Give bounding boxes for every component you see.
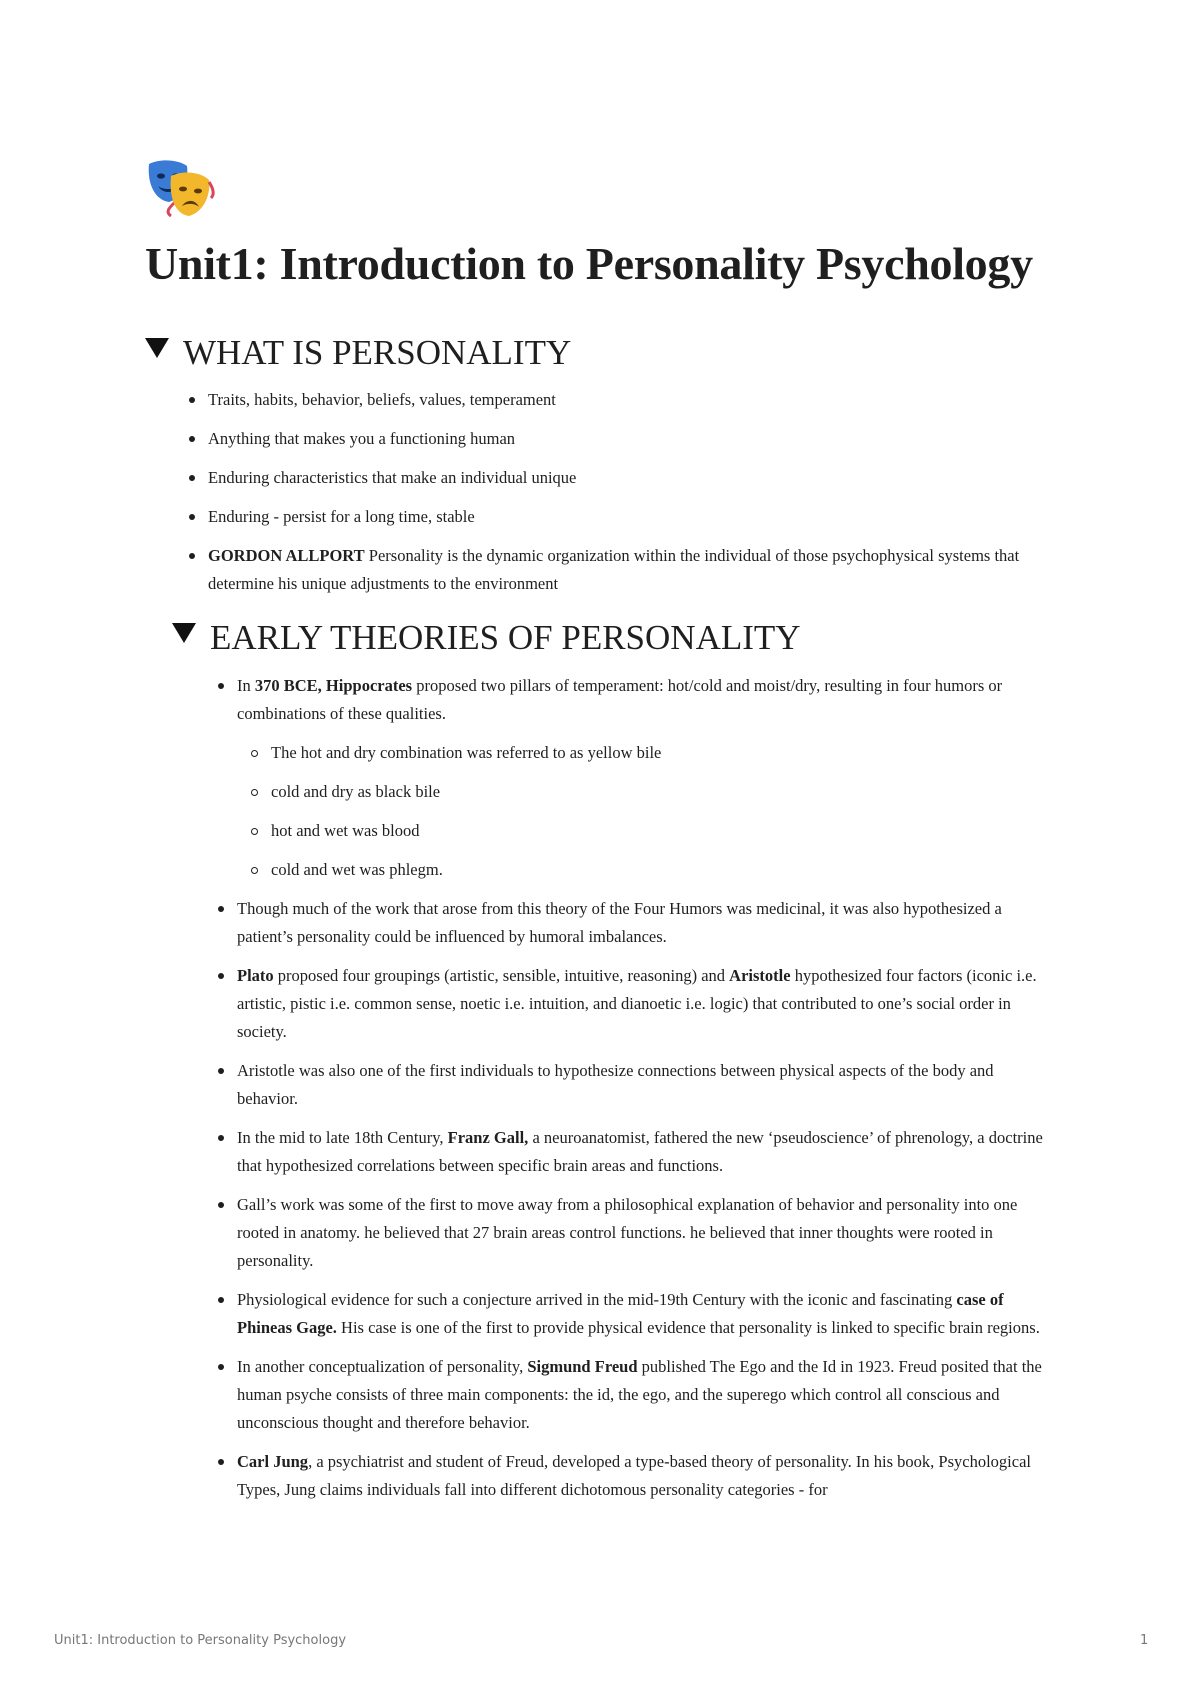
list-item: Though much of the work that arose from this theory of the Four Humors was medicinal, it was also hypothesized a patient’s personality could be influenced by humoral imbalances. [237,895,1057,951]
list-item: Physiological evidence for such a conjecture arrived in the mid-19th Century with the iconic and fascinating case of Phineas Gage. His case is one of the first to provide physical evidence that personality is linked to specific brain regions. [237,1286,1057,1342]
list-item: In the mid to late 18th Century, Franz Gall, a neuroanatomist, fathered the new ‘pseudoscience’ of phrenology, a doctrine that hypothesized correlations between specific brain areas and functions. [237,1124,1057,1180]
bullet-list [237,672,1057,1515]
bold-name: case of Phineas Gage. [237,1290,1004,1337]
toggle-triangle-icon[interactable] [172,623,196,643]
list-item: Traits, habits, behavior, beliefs, values, temperament [208,386,1058,414]
list-item: In another conceptualization of personality, Sigmund Freud published The Ego and the Id in 1923. Freud posited that the human psyche consists of three main components: the id, the ego, and the superego which control all conscious and unconscious thought and therefore behavior. [237,1353,1057,1437]
sub-list [237,739,1057,884]
performing-arts-icon [145,158,215,220]
bold-name: Carl Jung [237,1452,309,1471]
bullet-list [208,386,1058,609]
list-item: Gall’s work was some of the first to move away from a philosophical explanation of behavior and personality into one rooted in anatomy. he believed that 27 brain areas control functions. he believed that inner thoughts were rooted in personality. [237,1191,1057,1275]
list-item: Enduring characteristics that make an individual unique [208,464,1058,492]
footer-page-number: 1 [1140,1633,1149,1648]
list-item: Enduring - persist for a long time, stable [208,503,1058,531]
sub-list-item: hot and wet was blood [271,817,1057,845]
bold-name: GORDON ALLPORT [208,546,365,565]
footer-document-title: Unit1: Introduction to Personality Psychology [54,1633,347,1648]
toggle-triangle-icon[interactable] [145,338,169,358]
sub-list-item: The hot and dry combination was referred to as yellow bile [271,739,1057,767]
section-heading-label: EARLY THEORIES OF PERSONALITY [210,618,801,657]
toggle-heading-early-theories[interactable] [172,615,801,661]
list-item: Anything that makes you a functioning human [208,425,1058,453]
bold-name: Plato [237,966,274,985]
list-item: Aristotle was also one of the first individuals to hypothesize connections between physical aspects of the body and behavior. [237,1057,1057,1113]
section-heading-label: WHAT IS PERSONALITY [183,333,572,372]
bold-name: 370 BCE, Hippocrates [254,676,413,695]
list-item: GORDON ALLPORT Personality is the dynamic organization within the individual of those psychophysical systems that determine his unique adjustments to the environment [208,542,1058,598]
page-title: Unit1: Introduction to Personality Psychology [145,238,1033,289]
list-item: Plato proposed four groupings (artistic, sensible, intuitive, reasoning) and Aristotle hypothesized four factors (iconic i.e. artistic, pistic i.e. common sense, noetic i.e. intuition, and dianoetic i.e. logic) that contributed to one’s social order in society. [237,962,1057,1046]
bold-name: Aristotle [729,966,791,985]
toggle-heading-what-is-personality[interactable] [145,330,571,376]
sub-list-item: cold and dry as black bile [271,778,1057,806]
list-item: Carl Jung, a psychiatrist and student of Freud, developed a type-based theory of personality. In his book, Psychological Types, Jung claims individuals fall into different dichotomous personality categories - for [237,1448,1057,1504]
bold-name: Franz Gall, [447,1128,529,1147]
sub-list-item: cold and wet was phlegm. [271,856,1057,884]
list-item: In 370 BCE, Hippocrates proposed two pillars of temperament: hot/cold and moist/dry, resulting in four humors or combinations of these qualities. The hot and dry combination was referred to as yellow bile cold and dry as black bile hot and wet was blood cold and wet was phlegm. [237,672,1057,884]
bold-name: Sigmund Freud [527,1357,638,1376]
